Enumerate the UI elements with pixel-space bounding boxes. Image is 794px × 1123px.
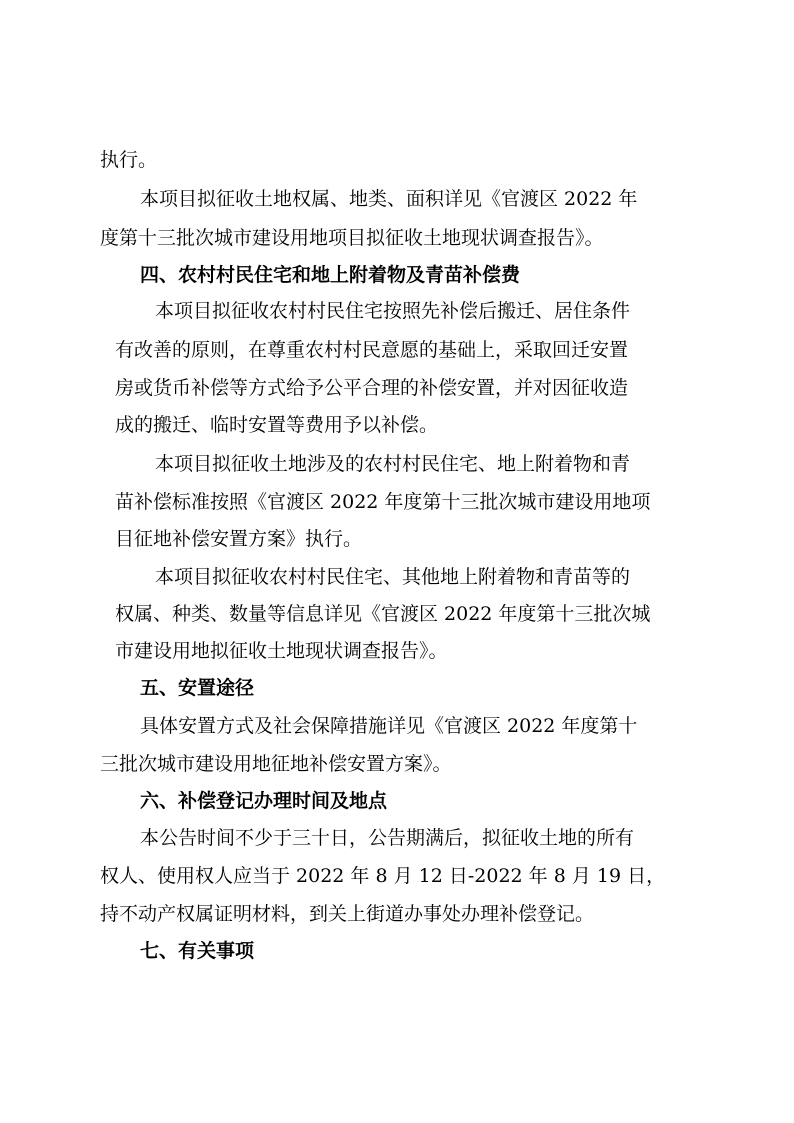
- paragraph-line: 权属、种类、数量等信息详见《官渡区 2022 年度第十三批次城: [115, 603, 651, 625]
- section-heading-6: 六、补偿登记办理时间及地点: [140, 790, 388, 812]
- paragraph-line: 市建设用地拟征收土地现状调查报告》。: [115, 640, 448, 662]
- paragraph-line: 本项目拟征收农村村民住宅、其他地上附着物和青苗等的: [155, 566, 631, 588]
- paragraph-line: 本公告时间不少于三十日，公告期满后，拟征收土地的所有: [140, 827, 635, 849]
- paragraph-line: 权人、使用权人应当于 2022 年 8 月 12 日-2022 年 8 月 19 日，: [100, 865, 666, 887]
- section-heading-4: 四、农村村民住宅和地上附着物及青苗补偿费: [140, 264, 521, 286]
- paragraph-line: 本项目拟征收土地权属、地类、面积详见《官渡区 2022 年: [140, 188, 638, 210]
- paragraph-line: 本项目拟征收土地涉及的农村村民住宅、地上附着物和青: [155, 453, 631, 475]
- paragraph-line: 具体安置方式及社会保障措施详见《官渡区 2022 年度第十: [140, 715, 638, 737]
- paragraph-line: 度第十三批次城市建设用地项目拟征收土地现状调查报告》。: [100, 227, 604, 249]
- paragraph-line: 苗补偿标准按照《官渡区 2022 年度第十三批次城市建设用地项: [115, 491, 651, 513]
- paragraph-line: 有改善的原则，在尊重农村村民意愿的基础上，采取回迁安置: [115, 339, 629, 361]
- section-heading-5: 五、安置途径: [140, 677, 255, 699]
- paragraph-line: 房或货币补偿等方式给予公平合理的补偿安置，并对因征收造: [115, 377, 629, 399]
- paragraph-line: 三批次城市建设用地征地补偿安置方案》。: [100, 753, 452, 775]
- paragraph-line: 执行。: [100, 149, 158, 171]
- paragraph-line: 本项目拟征收农村村民住宅按照先补偿后搬迁、居住条件: [155, 300, 631, 322]
- section-heading-7: 七、有关事项: [140, 940, 255, 962]
- paragraph-line: 持不动产权属证明材料，到关上街道办事处办理补偿登记。: [100, 903, 595, 925]
- paragraph-line: 成的搬迁、临时安置等费用予以补偿。: [115, 414, 439, 436]
- paragraph-line: 目征地补偿安置方案》执行。: [115, 528, 363, 550]
